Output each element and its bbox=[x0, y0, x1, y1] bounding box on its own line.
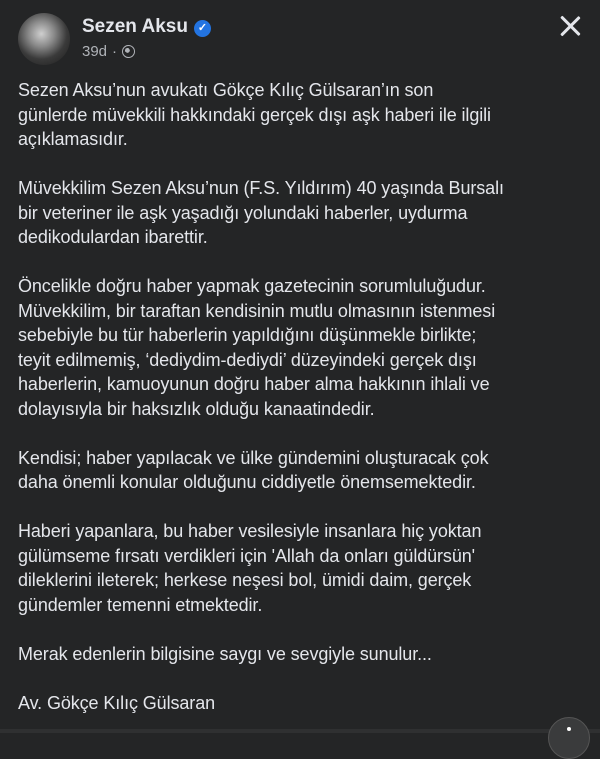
blank-line bbox=[18, 495, 504, 520]
author-name[interactable] bbox=[82, 16, 211, 38]
post-text-line: dileklerini ileterek; herkese neşesi bol, ümidi daim, gerçek bbox=[18, 570, 472, 590]
post-text-line: Av. Gökçe Kılıç Gülsaran bbox=[18, 692, 216, 713]
avatar[interactable] bbox=[18, 13, 70, 65]
bottom-bar bbox=[0, 729, 600, 733]
post-text-line: gülümseme fırsatı verdikleri için 'Allah da onları güldürsün' bbox=[18, 545, 475, 566]
post-text-line: dedikodulardan ibarettir. bbox=[18, 227, 208, 247]
post-text-line: Kendisi; haber yapılacak ve ülke gündemini oluşturacak çok bbox=[18, 447, 489, 468]
post-text-line: haberlerin, kamuoyunun doğru haber alma hakkının ihlali ve bbox=[18, 374, 490, 394]
post-text-line: Sezen Aksu’nun avukatı Gökçe Kılıç Gülsaran’ın son bbox=[18, 80, 434, 100]
globe-icon bbox=[122, 45, 135, 58]
post-text-line: Müvekkilim, bir taraftan kendisinin mutlu olmasının istenmesi bbox=[18, 300, 496, 321]
post-text-line: dolayısıyla bir haksızlık olduğu kanaatindedir. bbox=[18, 398, 375, 419]
post-text-line: Haberi yapanlara, bu haber vesilesiyle insanlara hiç yoktan bbox=[18, 521, 482, 541]
blank-line bbox=[18, 617, 504, 642]
post-text-line: günlerde müvekkili hakkındaki gerçek dışı aşk haberi ile ilgili bbox=[18, 104, 491, 125]
blank-line bbox=[18, 421, 504, 446]
verified-badge-icon: ✓ bbox=[194, 20, 211, 37]
post-text bbox=[18, 78, 504, 715]
post-meta bbox=[82, 43, 135, 60]
post-text-line: Merak edenlerin bilgisine saygı ve sevgiyle sunulur... bbox=[18, 643, 432, 664]
post-text-line: açıklamasıdır. bbox=[18, 129, 128, 149]
post-text-line: Öncelikle doğru haber yapmak gazetecinin sorumluluğudur. bbox=[18, 276, 486, 296]
post-text-line: sebebiyle bu tür haberlerin yapıldığını düşünmekle birlikte; bbox=[18, 325, 477, 345]
blank-line bbox=[18, 666, 504, 691]
post-text-line: daha önemli konular olduğunu ciddiyetle önemsemektedir. bbox=[18, 472, 476, 492]
post-text-line: teyit edilmemiş, ‘dediydim-dediydi’ düzeyindeki gerçek dışı bbox=[18, 349, 477, 370]
separator: · bbox=[112, 43, 118, 60]
blank-line bbox=[18, 152, 504, 177]
post-text-line: gündemler temenni etmektedir. bbox=[18, 594, 263, 615]
blank-line bbox=[18, 250, 504, 275]
more-options-button[interactable] bbox=[548, 717, 590, 759]
post-text-line: bir veteriner ile aşk yaşadığı yolundaki haberler, uydurma bbox=[18, 202, 468, 223]
author-name-text[interactable]: Sezen Aksu bbox=[82, 16, 188, 37]
close-button[interactable] bbox=[556, 12, 584, 40]
post-text-line: Müvekkilim Sezen Aksu’nun (F.S. Yıldırım) 40 yaşında Bursalı bbox=[18, 178, 504, 198]
post-time[interactable]: 39d bbox=[82, 43, 108, 60]
